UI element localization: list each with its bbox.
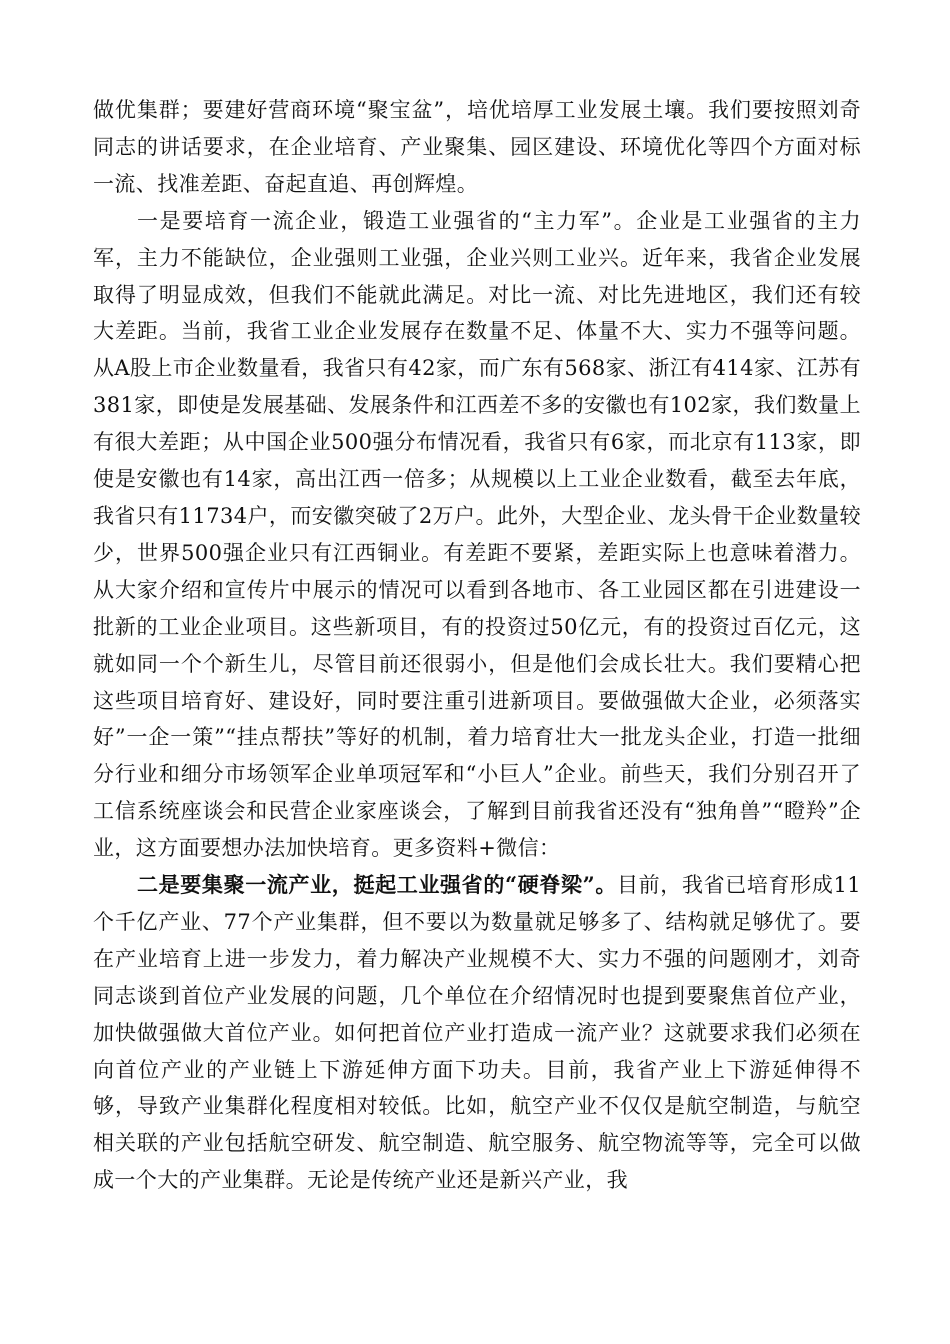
paragraph-second-point — [93, 867, 861, 1199]
paragraph-text: 一是要培育一流企业，锻造工业强省的“主力军”。企业是工业强省的主力军，主力不能缺位，企业强则工业强，企业兴则工业兴。近年来，我省企业发展取得了明显成效，但我们不能就此满足。对比一流、对比先进地区，我们还有较大差距。当前，我省工业企业发展存在数量不足、体量不大、实力不强等问题。从A股上市企业数量看，我省只有42家，而广东有568家、浙江有414家、江苏有381家，即使是发展基础、发展条件和江西差不多的安徽也有102家，我们数量上有很大差距；从中国企业500强分布情况看，我省只有6家，而北京有113家，即使是安徽也有14家，高出江西一倍多；从规模以上工业企业数看，截至去年底，我省只有11734户，而安徽突破了2万户。此外，大型企业、龙头骨干企业数量较少，世界500强企业只有江西铜业。有差距不要紧，差距实际上也意味着潜力。从大家介绍和宣传片中展示的情况可以看到各地市、各工业园区都在引进建设一批新的工业企业项目。这些新项目，有的投资过50亿元，有的投资过百亿元，这就如同一个个新生儿，尽管目前还很弱小，但是他们会成长壮大。我们要精心把这些项目培育好、建设好，同时要注重引进新项目。要做强做大企业，必须落实好”一企一策”“挂点帮扶”等好的机制，着力培育壮大一批龙头企业，打造一批细分行业和细分市场领军企业单项冠军和“小巨人”企业。前些天，我们分别召开了工信系统座谈会和民营企业家座谈会，了解到目前我省还没有“独角兽”“瞪羚”企业，这方面要想办法加快培育。更多资料+微信： — [93, 208, 861, 861]
paragraph-intro-continued — [93, 92, 861, 203]
paragraph-text: 目前，我省已培育形成11个千亿产业、77个产业集群，但不要以为数量就足够多了、结构就足够优了。要在产业培育上进一步发力，着力解决产业规模不大、实力不强的问题刚才，刘奇同志谈到首位产业发展的问题，几个单位在介绍情况时也提到要聚焦首位产业，加快做强做大首位产业。如何把首位产业打造成一流产业？这就要求我们必须在向首位产业的产业链上下游延伸方面下功夫。目前，我省产业上下游延伸得不够，导致产业集群化程度相对较低。比如，航空产业不仅仅是航空制造，与航空相关联的产业包括航空研发、航空制造、航空服务、航空物流等等，完全可以做成一个大的产业集群。无论是传统产业还是新兴产业，我 — [93, 873, 861, 1193]
paragraph-first-point — [93, 203, 861, 867]
paragraph-text: 做优集群；要建好营商环境“聚宝盆”，培优培厚工业发展土壤。我们要按照刘奇同志的讲话要求，在企业培育、产业聚集、园区建设、环境优化等四个方面对标一流、找准差距、奋起直追、再创辉煌。 — [93, 98, 861, 196]
document-page — [93, 92, 861, 1199]
paragraph-bold-heading: 二是要集聚一流产业，挺起工业强省的“硬脊梁”。 — [137, 872, 618, 898]
